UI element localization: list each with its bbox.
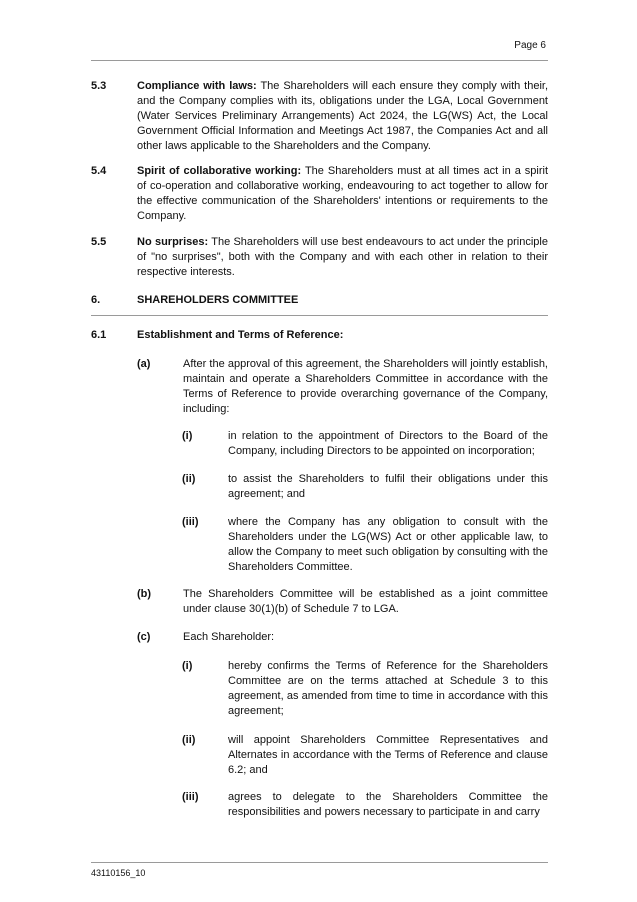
clause-body <box>137 164 548 224</box>
subclause-label: (a) <box>137 358 151 370</box>
item-label: (i) <box>182 430 193 442</box>
clause-title: Spirit of collaborative working: <box>137 165 302 177</box>
clause-number: 5.5 <box>91 236 107 248</box>
document-id: 43110156_10 <box>91 868 146 878</box>
section-number: 6. <box>91 294 101 306</box>
item-label: (i) <box>182 660 193 672</box>
subclause-text: After the approval of this agreement, the Shareholders will jointly establish, maintain and operate a Shareholders Committee in accordance with the Terms of Reference to provide overarching governance of the Company, including: <box>183 358 548 415</box>
item-label: (iii) <box>182 516 199 528</box>
clause-body <box>137 79 548 154</box>
item-label: (iii) <box>182 791 199 803</box>
clause-number: 5.3 <box>91 80 107 92</box>
item-text: hereby confirms the Terms of Reference for the Shareholders Committee are on the terms attached at Schedule 3 to this agreement, as amended from time to time in accordance with this agreement; <box>228 660 548 717</box>
subclause-text: Each Shareholder: <box>183 631 275 643</box>
clause-number: 6.1 <box>91 329 107 341</box>
clause-text: The Shareholders will each ensure they comply with their, and the Company complies with its, obligations under the LGA, Local Government (Water Services Preliminary Arrangements) Act 2024, the LG(WS) Act, the Local Government Official Information and Meetings Act 1987, the Companies Act and all other laws applicable to the Shareholders and the Company. <box>137 80 549 152</box>
page-number: Page 6 <box>514 40 546 51</box>
item-text: to assist the Shareholders to fulfil their obligations under this agreement; and <box>228 473 548 500</box>
footer-rule <box>91 862 548 863</box>
subclause-text: The Shareholders Committee will be established as a joint committee under clause 30(1)(b) of Schedule 7 to LGA. <box>183 588 548 615</box>
section-title: SHAREHOLDERS COMMITTEE <box>137 294 299 306</box>
subclause-label: (c) <box>137 631 151 643</box>
clause-title: No surprises: <box>137 236 209 248</box>
item-text: will appoint Shareholders Committee Representatives and Alternates in accordance with the Terms of Reference and clause 6.2; and <box>228 734 548 776</box>
clause-title: Establishment and Terms of Reference: <box>137 329 344 341</box>
section-rule <box>91 315 548 316</box>
clause-text: The Shareholders will use best endeavours to act under the principle of "no surprises", both with the Company and with each other in relation to their respective interests. <box>137 236 548 278</box>
item-text: in relation to the appointment of Directors to the Board of the Company, including Directors to be appointed on incorporation; <box>228 430 548 457</box>
header-rule <box>91 60 548 61</box>
clause-title: Compliance with laws: <box>137 80 257 92</box>
item-text: agrees to delegate to the Shareholders Committee the responsibilities and powers necessary to participate in and carry <box>228 791 548 818</box>
clause-text: The Shareholders must at all times act in a spirit of co-operation and collaborative working, endeavouring to act together to allow for the effective communication of the Shareholders' intentions or requirements to the Company. <box>137 165 549 222</box>
item-label: (ii) <box>182 734 196 746</box>
item-label: (ii) <box>182 473 196 485</box>
clause-number: 5.4 <box>91 165 107 177</box>
clause-body <box>137 235 548 280</box>
item-text: where the Company has any obligation to consult with the Shareholders under the LG(WS) Act or other applicable law, to allow the Company to meet such obligation by consulting with the Shareholders Committee. <box>228 516 548 573</box>
subclause-label: (b) <box>137 588 152 600</box>
